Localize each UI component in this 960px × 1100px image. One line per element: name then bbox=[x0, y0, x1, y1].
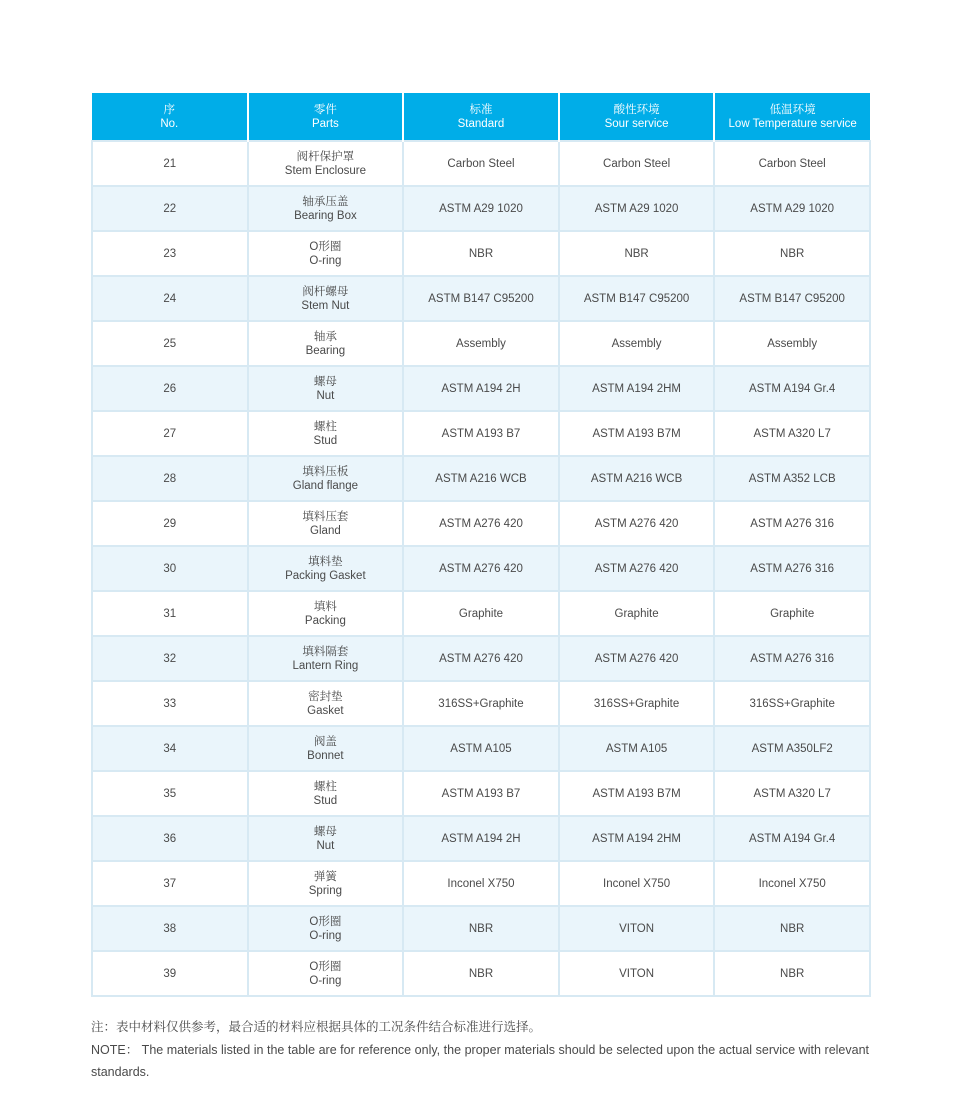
cell-no bbox=[92, 411, 248, 456]
cell-part bbox=[248, 186, 404, 231]
table-row bbox=[92, 591, 870, 636]
part-name-en: Lantern Ring bbox=[292, 659, 359, 672]
table-row bbox=[92, 366, 870, 411]
note-chinese: 注：表中材料仅供参考，最合适的材料应根据具体的工况条件结合标准进行选择。 bbox=[91, 1020, 542, 1034]
header-standard-en: Standard bbox=[457, 117, 505, 130]
cell-no bbox=[92, 186, 248, 231]
row-number: 37 bbox=[163, 877, 177, 890]
material-standard: NBR bbox=[468, 967, 494, 980]
cell-no bbox=[92, 231, 248, 276]
cell-standard bbox=[403, 636, 559, 681]
table-row bbox=[92, 816, 870, 861]
cell-low-temperature bbox=[714, 456, 870, 501]
row-number: 39 bbox=[163, 967, 177, 980]
part-name-zh: 阀杆螺母 bbox=[302, 285, 349, 298]
material-standard: ASTM A216 WCB bbox=[435, 472, 527, 485]
part-name-en: O-ring bbox=[309, 929, 342, 942]
material-sour-service: ASTM A276 420 bbox=[594, 517, 679, 530]
cell-low-temperature bbox=[714, 366, 870, 411]
table-body bbox=[92, 141, 870, 996]
header-low-temperature-en: Low Temperature service bbox=[728, 117, 857, 130]
cell-standard bbox=[403, 951, 559, 996]
material-sour-service: 316SS+Graphite bbox=[593, 697, 680, 710]
part-name-en: Nut bbox=[316, 839, 335, 852]
cell-part bbox=[248, 366, 404, 411]
material-standard: NBR bbox=[468, 922, 494, 935]
part-name-zh: 填料压套 bbox=[302, 510, 349, 523]
cell-no bbox=[92, 591, 248, 636]
cell-sour-service bbox=[559, 186, 715, 231]
cell-sour-service bbox=[559, 861, 715, 906]
material-low-temperature: ASTM A276 316 bbox=[750, 517, 835, 530]
cell-part bbox=[248, 501, 404, 546]
header-no-zh: 序 bbox=[163, 103, 176, 116]
row-number: 31 bbox=[163, 607, 177, 620]
header-parts bbox=[248, 93, 404, 141]
row-number: 29 bbox=[163, 517, 177, 530]
cell-low-temperature bbox=[714, 906, 870, 951]
cell-standard bbox=[403, 816, 559, 861]
material-low-temperature: ASTM A320 L7 bbox=[753, 427, 831, 440]
cell-no bbox=[92, 906, 248, 951]
cell-no bbox=[92, 141, 248, 186]
material-low-temperature: NBR bbox=[780, 247, 805, 260]
cell-standard bbox=[403, 726, 559, 771]
part-name-zh: 填料隔套 bbox=[302, 645, 349, 658]
cell-part bbox=[248, 636, 404, 681]
row-number: 28 bbox=[163, 472, 177, 485]
header-sour-service bbox=[559, 93, 715, 141]
cell-low-temperature bbox=[714, 726, 870, 771]
table-row bbox=[92, 726, 870, 771]
material-low-temperature: ASTM A320 L7 bbox=[753, 787, 831, 800]
material-sour-service: ASTM A276 420 bbox=[594, 562, 679, 575]
cell-low-temperature bbox=[714, 276, 870, 321]
cell-low-temperature bbox=[714, 411, 870, 456]
cell-standard bbox=[403, 591, 559, 636]
cell-sour-service bbox=[559, 906, 715, 951]
material-sour-service: Assembly bbox=[611, 337, 662, 350]
material-sour-service: ASTM A105 bbox=[605, 742, 668, 755]
cell-part bbox=[248, 816, 404, 861]
material-sour-service: ASTM A194 2HM bbox=[592, 382, 681, 395]
cell-part bbox=[248, 861, 404, 906]
part-name-en: Nut bbox=[316, 389, 335, 402]
cell-part bbox=[248, 411, 404, 456]
part-name-en: O-ring bbox=[309, 974, 342, 987]
material-sour-service: ASTM A216 WCB bbox=[590, 472, 683, 485]
table-row bbox=[92, 231, 870, 276]
cell-sour-service bbox=[559, 501, 715, 546]
cell-no bbox=[92, 861, 248, 906]
cell-no bbox=[92, 951, 248, 996]
cell-part bbox=[248, 546, 404, 591]
material-low-temperature: Carbon Steel bbox=[758, 157, 826, 170]
material-standard: Assembly bbox=[456, 337, 506, 350]
material-sour-service: VITON bbox=[619, 967, 655, 980]
cell-no bbox=[92, 816, 248, 861]
material-standard: NBR bbox=[468, 247, 494, 260]
cell-standard bbox=[403, 456, 559, 501]
material-standard: ASTM A29 1020 bbox=[439, 202, 523, 215]
cell-part bbox=[248, 276, 404, 321]
table-row bbox=[92, 546, 870, 591]
note-section bbox=[91, 1016, 869, 1084]
cell-sour-service bbox=[559, 546, 715, 591]
part-name-zh: 轴承压盖 bbox=[302, 195, 349, 208]
material-low-temperature: Graphite bbox=[770, 607, 815, 620]
cell-standard bbox=[403, 276, 559, 321]
cell-standard bbox=[403, 366, 559, 411]
material-low-temperature: ASTM A350LF2 bbox=[751, 742, 833, 755]
table-row bbox=[92, 321, 870, 366]
cell-standard bbox=[403, 546, 559, 591]
material-low-temperature: ASTM A276 316 bbox=[750, 562, 835, 575]
cell-no bbox=[92, 456, 248, 501]
row-number: 24 bbox=[163, 292, 177, 305]
cell-low-temperature bbox=[714, 681, 870, 726]
cell-part bbox=[248, 591, 404, 636]
cell-sour-service bbox=[559, 231, 715, 276]
material-standard: ASTM A105 bbox=[450, 742, 512, 755]
cell-standard bbox=[403, 861, 559, 906]
part-name-en: Spring bbox=[308, 884, 343, 897]
part-name-en: Stem Enclosure bbox=[284, 164, 366, 177]
cell-low-temperature bbox=[714, 951, 870, 996]
material-standard: ASTM B147 C95200 bbox=[428, 292, 534, 305]
material-low-temperature: ASTM A194 Gr.4 bbox=[749, 382, 836, 395]
material-standard: ASTM A193 B7 bbox=[441, 427, 521, 440]
cell-part bbox=[248, 231, 404, 276]
cell-low-temperature bbox=[714, 501, 870, 546]
header-standard-zh: 标准 bbox=[469, 103, 493, 116]
cell-part bbox=[248, 906, 404, 951]
cell-no bbox=[92, 636, 248, 681]
cell-standard bbox=[403, 906, 559, 951]
table-row bbox=[92, 141, 870, 186]
header-parts-en: Parts bbox=[311, 117, 339, 130]
table-row bbox=[92, 861, 870, 906]
cell-part bbox=[248, 456, 404, 501]
material-sour-service: ASTM B147 C95200 bbox=[583, 292, 690, 305]
row-number: 34 bbox=[163, 742, 177, 755]
part-name-en: Gland flange bbox=[292, 479, 358, 492]
part-name-en: Stud bbox=[313, 794, 338, 807]
material-low-temperature: ASTM A276 316 bbox=[750, 652, 835, 665]
cell-part bbox=[248, 321, 404, 366]
part-name-zh: 螺母 bbox=[313, 375, 337, 388]
part-name-zh: 填料压板 bbox=[302, 465, 349, 478]
table-row bbox=[92, 501, 870, 546]
header-no-en: No. bbox=[160, 117, 179, 130]
row-number: 23 bbox=[163, 247, 177, 260]
row-number: 27 bbox=[163, 427, 177, 440]
cell-standard bbox=[403, 681, 559, 726]
material-sour-service: Carbon Steel bbox=[603, 157, 671, 170]
cell-low-temperature bbox=[714, 231, 870, 276]
part-name-zh: 密封垫 bbox=[308, 690, 343, 703]
cell-low-temperature bbox=[714, 771, 870, 816]
material-low-temperature: 316SS+Graphite bbox=[749, 697, 835, 710]
table-row bbox=[92, 951, 870, 996]
part-name-en: Stem Nut bbox=[301, 299, 350, 312]
part-name-zh: 轴承 bbox=[313, 330, 337, 343]
material-sour-service: ASTM A276 420 bbox=[594, 652, 679, 665]
cell-no bbox=[92, 276, 248, 321]
material-standard: ASTM A276 420 bbox=[439, 652, 523, 665]
material-sour-service: ASTM A193 B7M bbox=[592, 427, 681, 440]
cell-no bbox=[92, 321, 248, 366]
table-row bbox=[92, 771, 870, 816]
header-sour-service-en: Sour service bbox=[604, 117, 669, 130]
row-number: 35 bbox=[163, 787, 177, 800]
row-number: 32 bbox=[163, 652, 177, 665]
material-sour-service: Inconel X750 bbox=[603, 877, 671, 890]
table-header bbox=[92, 93, 870, 141]
table-row bbox=[92, 906, 870, 951]
part-name-zh: 阀盖 bbox=[313, 735, 337, 748]
row-number: 22 bbox=[163, 202, 177, 215]
material-sour-service: Graphite bbox=[614, 607, 659, 620]
cell-low-temperature bbox=[714, 591, 870, 636]
material-low-temperature: Inconel X750 bbox=[758, 877, 826, 890]
cell-standard bbox=[403, 411, 559, 456]
row-number: 21 bbox=[163, 157, 177, 170]
cell-sour-service bbox=[559, 276, 715, 321]
header-low-temperature-zh: 低温环境 bbox=[769, 103, 816, 116]
material-sour-service: ASTM A29 1020 bbox=[594, 202, 679, 215]
material-standard: ASTM A194 2H bbox=[441, 832, 521, 845]
table-row bbox=[92, 186, 870, 231]
material-low-temperature: ASTM A194 Gr.4 bbox=[749, 832, 836, 845]
cell-part bbox=[248, 141, 404, 186]
cell-sour-service bbox=[559, 591, 715, 636]
cell-part bbox=[248, 951, 404, 996]
header-low-temperature bbox=[714, 93, 870, 141]
table-row bbox=[92, 456, 870, 501]
part-name-zh: 弹簧 bbox=[313, 870, 337, 883]
cell-low-temperature bbox=[714, 816, 870, 861]
table-row bbox=[92, 636, 870, 681]
header-sour-service-zh: 酸性环境 bbox=[613, 103, 660, 116]
part-name-zh: O形圈 bbox=[309, 915, 342, 928]
material-standard: ASTM A194 2H bbox=[441, 382, 521, 395]
cell-standard bbox=[403, 321, 559, 366]
cell-no bbox=[92, 681, 248, 726]
part-name-en: Bearing bbox=[305, 344, 346, 357]
material-standard: 316SS+Graphite bbox=[438, 697, 524, 710]
cell-low-temperature bbox=[714, 321, 870, 366]
cell-sour-service bbox=[559, 636, 715, 681]
part-name-en: O-ring bbox=[309, 254, 342, 267]
cell-sour-service bbox=[559, 681, 715, 726]
cell-standard bbox=[403, 141, 559, 186]
cell-sour-service bbox=[559, 951, 715, 996]
material-standard: ASTM A276 420 bbox=[439, 517, 523, 530]
row-number: 25 bbox=[163, 337, 177, 350]
row-number: 30 bbox=[163, 562, 177, 575]
material-low-temperature: NBR bbox=[780, 967, 805, 980]
material-low-temperature: ASTM B147 C95200 bbox=[739, 292, 845, 305]
cell-sour-service bbox=[559, 366, 715, 411]
part-name-en: Packing bbox=[304, 614, 346, 627]
cell-low-temperature bbox=[714, 861, 870, 906]
cell-low-temperature bbox=[714, 186, 870, 231]
part-name-en: Packing Gasket bbox=[285, 569, 366, 582]
cell-part bbox=[248, 771, 404, 816]
row-number: 38 bbox=[163, 922, 177, 935]
cell-no bbox=[92, 771, 248, 816]
cell-sour-service bbox=[559, 411, 715, 456]
cell-no bbox=[92, 366, 248, 411]
cell-standard bbox=[403, 501, 559, 546]
material-low-temperature: ASTM A29 1020 bbox=[750, 202, 835, 215]
cell-low-temperature bbox=[714, 141, 870, 186]
part-name-zh: O形圈 bbox=[309, 960, 342, 973]
header-parts-zh: 零件 bbox=[313, 103, 337, 116]
cell-part bbox=[248, 726, 404, 771]
material-sour-service: NBR bbox=[624, 247, 649, 260]
material-low-temperature: ASTM A352 LCB bbox=[748, 472, 836, 485]
part-name-zh: O形圈 bbox=[309, 240, 342, 253]
cell-no bbox=[92, 501, 248, 546]
header-row bbox=[92, 93, 870, 141]
material-sour-service: VITON bbox=[619, 922, 655, 935]
material-low-temperature: NBR bbox=[780, 922, 805, 935]
material-sour-service: ASTM A194 2HM bbox=[592, 832, 681, 845]
part-name-zh: 阀杆保护罩 bbox=[296, 150, 355, 163]
part-name-zh: 螺母 bbox=[313, 825, 337, 838]
header-no bbox=[92, 93, 248, 141]
material-standard: Carbon Steel bbox=[447, 157, 515, 170]
cell-no bbox=[92, 726, 248, 771]
table-row bbox=[92, 276, 870, 321]
material-sour-service: ASTM A193 B7M bbox=[592, 787, 681, 800]
part-name-en: Stud bbox=[313, 434, 338, 447]
cell-standard bbox=[403, 231, 559, 276]
part-name-en: Gland bbox=[310, 524, 341, 537]
cell-low-temperature bbox=[714, 546, 870, 591]
cell-sour-service bbox=[559, 726, 715, 771]
cell-standard bbox=[403, 186, 559, 231]
part-name-zh: 螺柱 bbox=[313, 780, 337, 793]
material-low-temperature: Assembly bbox=[767, 337, 818, 350]
materials-table bbox=[91, 93, 871, 997]
part-name-zh: 填料垫 bbox=[308, 555, 343, 568]
row-number: 33 bbox=[163, 697, 177, 710]
row-number: 36 bbox=[163, 832, 177, 845]
part-name-zh: 填料 bbox=[313, 600, 337, 613]
table-row bbox=[92, 411, 870, 456]
cell-no bbox=[92, 546, 248, 591]
materials-table-container bbox=[91, 93, 869, 997]
table-row bbox=[92, 681, 870, 726]
cell-sour-service bbox=[559, 816, 715, 861]
part-name-en: Gasket bbox=[307, 704, 344, 717]
cell-standard bbox=[403, 771, 559, 816]
header-standard bbox=[403, 93, 559, 141]
material-standard: ASTM A193 B7 bbox=[441, 787, 521, 800]
note-english: NOTE： The materials listed in the table are for reference only, the proper materials should be selected upon the actual service with relevant standards. bbox=[91, 1042, 869, 1079]
cell-part bbox=[248, 681, 404, 726]
part-name-zh: 螺柱 bbox=[313, 420, 337, 433]
material-standard: Inconel X750 bbox=[447, 877, 515, 890]
part-name-en: Bonnet bbox=[307, 749, 344, 762]
material-standard: Graphite bbox=[458, 607, 504, 620]
cell-sour-service bbox=[559, 456, 715, 501]
cell-sour-service bbox=[559, 321, 715, 366]
cell-sour-service bbox=[559, 771, 715, 816]
cell-sour-service bbox=[559, 141, 715, 186]
material-standard: ASTM A276 420 bbox=[439, 562, 523, 575]
cell-low-temperature bbox=[714, 636, 870, 681]
row-number: 26 bbox=[163, 382, 177, 395]
part-name-en: Bearing Box bbox=[294, 209, 357, 222]
